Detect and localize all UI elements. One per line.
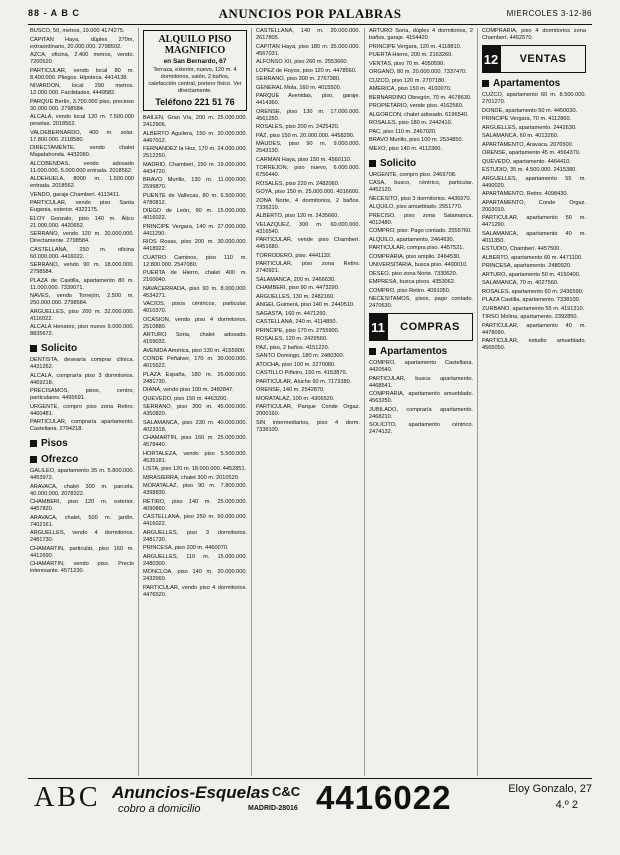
classified-ad: AMERICA, piso 150 m. 4160070. (369, 86, 452, 92)
classified-ad: ARGUELLES, apartamento 55 m. 4490020. (482, 175, 586, 189)
classified-ad: DIANA, vendo piso 100 m. 3482847. (143, 387, 234, 393)
classified-ad: LOPEZ de Hoyos, piso 120 m. 4478560. (256, 67, 357, 74)
footer-address-floor: 4.º 2 (555, 799, 578, 811)
classified-ad: ARGUELLES, 130 m. 2482160. (256, 293, 335, 300)
classified-ad: ORENSE, apartamento 45 m. 4564370. (482, 150, 581, 156)
classified-ad: DENTISTA, desearía comprar clínica. 4431262. (30, 357, 134, 370)
section-heading-label: Apartamentos (493, 78, 561, 89)
classified-ad: PRINCESA, piso 200 m. 4460070. (143, 545, 229, 551)
classified-ad: PARTICULAR, compra piso. 4457521. (369, 245, 464, 251)
classified-ad: FERNANDEZ la Hoz, 170 m. 24.000.000. 2512250. (143, 146, 247, 159)
classified-ad: ARAVACA, chalet 300 m. parcela. 40.000.000. 2078322. (30, 483, 134, 497)
classified-ad: ALCOBENDAS, vendo adosado 11.000.000, 5.000.000 entrada. 2018562. (30, 160, 134, 174)
page-title: ANUNCIOS POR PALABRAS (218, 6, 402, 21)
square-bullet-icon (30, 456, 37, 463)
classified-ad: GALILEO, apartamento 35 m. 5.800.000. 4453972. (30, 468, 134, 481)
promo-address: en San Bernardo, 67 (163, 58, 227, 65)
classified-ad: SERRANO, vendo 90 m. 18.000.000. 2798584. (30, 262, 134, 275)
classified-ad: PRINCIPE Vergara, 140 m. 27.000.000. 4411290. (143, 223, 247, 237)
classified-ad: SALAMANCA, 70 m. 4027560. (482, 280, 559, 286)
classified-ad: CASTELLANA, 240 m. 4114850. (256, 319, 338, 325)
classified-ad: SANTO Domingo, 180 m. 2480300. (256, 353, 345, 359)
classified-ad: COMPRARIA, piso 4 dormitorios zona Chamberí. 4452570. (482, 28, 586, 41)
category-number: 12 (482, 45, 500, 73)
classified-ad: GOYA, piso 150 m. 25.000.000. 4016600. (256, 189, 360, 195)
page-label: 88 - A B C (28, 8, 80, 18)
classified-ad: SOLICITO, apartamento céntrico. 2474132. (369, 422, 473, 435)
classified-ad: MIRASIERRA, chalet 300 m. 2010520. (143, 474, 240, 481)
classified-ad: BRAVO Murillo, 130 m. 11.000.000. 2599870. (143, 177, 247, 190)
footer-phone: 4416022 (316, 779, 452, 816)
section-heading (30, 343, 134, 354)
classified-ad: VENDO, garaje Chamberí. 4113411. (30, 191, 121, 198)
classified-ad: URGENTE, compro piso zona Retiro. 4460481. (30, 403, 134, 417)
classified-ad: VELAZQUEZ, 300 m. 60.000.000. 4316540. (256, 221, 360, 235)
classified-ad: CUZCO, piso 120 m. 2707180. (369, 77, 446, 84)
classified-ad: ESTUDIO, 35 m. 4.500.000. 2415380. (482, 167, 577, 173)
promo-box (143, 30, 247, 111)
classified-ad: ARGUELLES, 110 m. 15.000.000. 2480300. (143, 553, 247, 567)
classified-ad: PRECISAMOS, pisos, centro, particulares. 4495691. (30, 388, 134, 401)
classified-ad: RIOS Rosas, piso 200 m. 30.000.000. 4418922. (143, 239, 247, 252)
classified-ad: PARQUE Avenidas, piso, garaje. 4414360. (256, 93, 360, 106)
classified-ad: COMPRO, apartamento Castellana. 4420540. (369, 360, 473, 373)
classified-ad: ARGUELLES, piso 200 m. 32.000.000. 4116022. (30, 308, 134, 322)
classified-ad: NECESITO, piso 3 dormitorios. 4436970. (369, 195, 472, 202)
column-divider (477, 28, 478, 776)
classified-ad: MORATALAZ, 100 m. 4306520. (256, 395, 335, 402)
promo-phone: Teléfono 221 51 76 (155, 97, 235, 107)
promo-heading: ALQUILO PISO MAGNIFICO (158, 34, 232, 56)
classified-ad: AZCA, oficina, 2.400 metros, vendo. 7200520. (30, 52, 134, 65)
classified-ad: SERRANO, piso 300 m. 2767380. (256, 76, 341, 82)
classified-ad: ATOCHA, piso 100 m. 2270080. (256, 361, 336, 368)
square-bullet-icon (30, 345, 37, 352)
column-divider (251, 28, 252, 776)
classified-ad: MONCLOA, piso 140 m. 20.000.000. 2432660. (143, 569, 247, 582)
classified-ad: VENTAS, piso 70 m. 4050590. (369, 60, 445, 67)
classified-ad: SAGASTA, 160 m. 4471260. (256, 310, 328, 317)
classified-ad: PARTICULAR, Parque Conde Orgaz. 2000160. (256, 404, 360, 417)
classified-ad: ALCALA, vendo local 120 m. 7.500.000 pesetas. 2018562. (30, 114, 134, 127)
classified-ad: NIVARDON, local 290 metros. 12.000.000. Facilidades. 4449582. (30, 83, 134, 96)
classified-ad: PARTICULAR, piso zona Retiro. 2740921. (256, 261, 360, 274)
classified-ad: APARTAMENTO, Aravaca. 2076500. (482, 141, 574, 148)
classified-ad: PARTICULAR, apartamento 40 m. 4478090. (482, 322, 586, 336)
classified-ad: PARTICULAR, busca apartamento. 4468541. (369, 375, 473, 389)
classified-ad: HORTALEZA, vendo piso 5.500.000. 4535181. (143, 450, 247, 464)
classified-ad: PROPIETARIO, vende piso. 4162560. (369, 103, 464, 109)
classified-ad: PARTICULAR, estudio amueblado. 4565050. (482, 338, 586, 351)
classified-ad: COMPRO, piso. Pago contado. 2555760. (369, 228, 472, 234)
classified-ad: URGENTE, compro piso. 2469708. (369, 171, 457, 178)
column-4 (369, 28, 473, 776)
classified-ad: ARTURO Soria, dúplex 4 dormitorios, 2 baños, garaje. 4154420. (369, 28, 473, 41)
classified-ad: CASA, busco, céntrico, particular. 4452120. (369, 180, 473, 193)
classified-ad: PAZ, piso, 2 baños. 4151220. (256, 344, 330, 351)
classified-ad: ARGUELLES, apartamento. 2442630. (482, 124, 577, 131)
classified-ad: CUATRO Caminos, piso 110 m. 12.800.000. 2547080. (143, 254, 247, 268)
classified-ad: CHAMARTIN, particular, piso 160 m. 4412690. (30, 545, 134, 559)
classified-ad: ALGORCON, chalet adosado. 6196540. (369, 111, 469, 118)
footer-subtitle: cobro a domicilio (118, 803, 201, 815)
classified-ad: APARTAMENTO, Retiro. 4098430. (482, 191, 569, 197)
classified-ad: BERNARDINO Obregón, 70 m. 4678630. (369, 94, 472, 101)
classified-ad: ALCALA Henares, piso nuevo 9.000.000. 8835672. (30, 324, 134, 337)
classified-ad: DIRECTAMENTE, vendo chalet Majadahonda. 4432060. (30, 145, 134, 158)
classified-ad: MEXO, piso 140 m. 4112360. (369, 145, 442, 152)
classified-ad: PLAZA Castilla, apartamento. 7338100. (482, 297, 581, 303)
section-heading-label: Ofrezco (41, 454, 79, 465)
classified-ad: QUEVEDO, apartamento. 4464410. (482, 158, 571, 165)
classified-ad: MADRID, Chamberí, 150 m. 19.000.000. 4434720. (143, 161, 247, 175)
classified-ad: COMPRARIA, piso amplio. 2464530. (369, 253, 461, 260)
footer-city: MADRID-28016 (248, 805, 298, 812)
classified-ad: ROSALES, piso 200 m. 2425420. (256, 124, 340, 130)
section-heading (369, 346, 473, 357)
classified-ad: PARTICULAR, vende piso Chamberí. 4451680. (256, 237, 360, 250)
classified-ad: PRINCIPE Vergara, 120 m. 4118810. (369, 43, 462, 50)
classified-ad: PAZ, piso 150 m. 20.000.000. 4458290. (256, 132, 355, 139)
category-label: VENTAS (500, 45, 586, 73)
classified-ad: PARTICULAR, apartamento 50 m. 4471290. (482, 215, 586, 228)
classified-ad: ALBERTO Aguilera, 150 m. 20.000.000. 4467012. (143, 130, 247, 144)
classified-ad: PRINCIPE Vergara, 70 m. 4112860. (482, 116, 572, 122)
section-heading (30, 438, 134, 449)
section-heading (482, 78, 586, 89)
classified-ad: ROSALES, piso 180 m. 2442410. (369, 120, 453, 126)
classified-ad: ORGANO, 80 m. 20.000.000. 7337470. (369, 69, 467, 75)
column-divider (138, 28, 139, 776)
classified-ad: OCASION, vendo piso 4 dormitorios. 2510880. (143, 316, 247, 330)
column-2 (143, 28, 247, 776)
classified-ad: SALAMANCA, piso 230 m. 40.000.000. 4023318. (143, 419, 247, 433)
square-bullet-icon (369, 348, 376, 355)
classified-ad: CAPITAN Haya, dúplex 270m, extraordinario, 20.000.000. 2798502. (30, 36, 134, 50)
classified-ad: AVENIDA América, piso 130 m. 4155900. (143, 347, 246, 354)
category-heading (369, 313, 473, 341)
classified-ad: DONDE, apartamento 50 m. 4450030. (482, 107, 578, 114)
square-bullet-icon (482, 80, 489, 87)
classified-ad: TIRSO Molina, apartamento. 2392850. (482, 314, 579, 320)
classified-ad: ALQUILO, piso amueblado. 2551770. (369, 204, 463, 210)
classified-ad: PUERTA de Hierro, chalet 400 m. 2160040. (143, 270, 247, 283)
classified-ad: ELOY Gonzalo, piso 140 m. Ático 21.000.000. 4420652. (30, 215, 134, 229)
classified-ad: PUERTA Hierro, 200 m. 2163260. (369, 52, 453, 58)
classified-ad: PARTICULAR, compraría apartamento. Castellana. 2794218. (30, 419, 134, 432)
classified-ad: PARTICULAR, Aluche 90 m. 7173380. (256, 378, 352, 385)
classified-ad: ALFONSO XII, piso 260 m. 2553660. (256, 59, 349, 65)
classified-ad: ZONA Norte, 4 dormitorios, 2 baños. 7336210. (256, 197, 360, 211)
classified-ad: ALDEHUELA, 8000 m. 1.500.000 entrada. 2018562. (30, 176, 134, 189)
classified-ad: ESTUDIO, Chamberí. 4457500. (482, 246, 561, 252)
classified-ad: CASTELLANA, piso 250 m. 50.000.000. 4416022. (143, 514, 247, 527)
classified-ad: CAPITAN Haya, piso 180 m. 35.000.000. 4567031. (256, 43, 360, 57)
classified-ad: CUZCO, apartamento 60 m. 8.500.000. 2701270. (482, 92, 586, 105)
classified-ad: NAVES, vendo Torrejón, 2.500 m. 250.000.000. 2798584. (30, 293, 134, 306)
classified-ad: QUEVEDO, piso 150 m. 4463200. (143, 395, 228, 402)
classified-ad: PRINCIPE, piso 170 m. 2755900. (256, 327, 340, 334)
classified-ad: ORENSE, piso 130 m. 17.000.000. 4561250. (256, 108, 360, 122)
cc-brand: C&C (272, 784, 301, 799)
classified-ad: PARQUE Berlín, 3.700.000 piso, precioso 30.000.000. 2798584. (30, 98, 134, 112)
classified-ad: SERRANO, piso 200 m. 45.000.000. 4350820. (143, 404, 247, 417)
section-heading-label: Pisos (41, 438, 68, 449)
classified-ad: VALDEBERNARDO, 400 m. solar. 17.800.000. 2118580. (30, 129, 134, 143)
classified-ad: PARTICULAR, vendo piso 4 dormitorios. 4476520. (143, 584, 247, 598)
section-heading-label: Solicito (41, 343, 78, 354)
category-label: COMPRAS (387, 313, 473, 341)
classified-ad: ARGUELLES, piso 3 dormitorios. 2481730. (143, 529, 247, 543)
classified-ad: CHAMBERI, piso 120 m. exterior. 4457820. (30, 499, 134, 512)
column-1 (30, 28, 134, 776)
classified-ad: CONDE Peñalver, 170 m. 30.000.000. 4015522. (143, 356, 247, 369)
classified-ad: SERRANO, vendo 120 m. 20.000.000. Directamente. 2798584. (30, 231, 134, 244)
classified-ad: ARGUELLES, vendo 4 dormitorios. 2481730. (30, 530, 134, 543)
classified-ad: COMPRARIA, apartamento amueblado. 4563250. (369, 391, 473, 404)
classified-ad: APARTAMENTO, Conde Orgaz. 2003010. (482, 199, 586, 213)
classified-ad: TORREJON, piso nuevo, 6.000.000. 6756440. (256, 165, 360, 178)
classified-ad: TORRODERO, piso. 4441132. (256, 252, 332, 259)
classified-ad: SALAMANCA, 60 m. 4013260. (482, 133, 559, 139)
classified-ad: MAUDES, piso 90 m. 9.000.000. 2543130. (256, 141, 360, 154)
section-heading-label: Apartamentos (380, 346, 448, 357)
classified-ad: CHAMBERI, piso 90 m. 4473290. (256, 285, 340, 291)
square-bullet-icon (369, 160, 376, 167)
classified-ad: ALQUILO, apartamento. 2464630. (369, 236, 455, 243)
classified-ad: ROSALES, apartamento 60 m. 2436590. (482, 288, 584, 295)
classified-ad: LISTA, piso 120 m. 18.000.000. 4452851. (143, 466, 247, 472)
classified-ad: CHAMARTIN, piso 160 m. 25.000.000. 4578440. (143, 435, 247, 448)
section-heading-label: Solicito (380, 157, 417, 169)
promo-body: Terraza, exterior, nuevo, 120 m. 4 dormitorios, salón, 2 baños, calefacción central, portero físico. Ver directamente. (148, 67, 242, 94)
classified-ad: SALAMANCA, apartamento 40 m. 4011350. (482, 230, 586, 244)
classified-ad: NAVACERRADA, piso 90 m. 8.000.000. 4534271. (143, 285, 247, 299)
category-heading (482, 45, 586, 73)
column-divider (364, 28, 365, 776)
square-bullet-icon (30, 440, 37, 447)
classified-ad: ZURBANO, apartamento 55 m. 4191310. (482, 305, 585, 312)
classified-ad: JUBILADO, compraría apartamento. 2468210. (369, 406, 473, 420)
classified-ad: DESEO, piso zona Norte. 7330620. (369, 270, 458, 277)
classified-ad: ALBERTO, apartamento 60 m. 4471100. (482, 254, 583, 261)
classified-ad: NECESITAMOS, pisos, pago contado. 2470630. (369, 296, 473, 309)
classified-ad: GENERAL Mola, 160 m. 4015500. (256, 84, 342, 91)
classified-ad: ANGEL Guimerá, piso 140 m. 2440510. (256, 302, 355, 308)
classified-ad: ARTURO Soria, chalet adosado. 4159032. (143, 332, 247, 345)
classified-ad: CASTELLANA, 250 m. oficina 60.000.000. 4416022. (30, 246, 134, 260)
classified-ad: CARMAN Haya, piso 150 m. 4560110. (256, 156, 352, 163)
section-heading (369, 158, 473, 169)
column-5 (482, 28, 586, 776)
classified-columns (30, 28, 590, 776)
classified-ad: PAC, piso 110 m. 2467020. (369, 128, 437, 135)
category-number: 11 (369, 313, 387, 341)
classified-ad: UNIVERSITARIA, busca piso. 4490010. (369, 262, 468, 268)
classified-ad: CASTILLO Piñeiro, 150 m. 4153870. (256, 370, 348, 376)
classified-ad: PLAZA España, 180 m. 26.000.000. 2481730. (143, 371, 247, 385)
classified-ad: ORENSE, 140 m. 2542870. (256, 387, 325, 393)
classified-ad: ARTURO, apartamento 50 m. 4150400. (482, 271, 581, 278)
footer-title: Anuncios-Esquelas (112, 783, 270, 802)
classified-ad: BRAVO Murillo, piso 100 m. 2534850. (369, 137, 464, 143)
footer-banner (28, 778, 592, 817)
classified-ad: ROSALES, piso 220 m. 2482060. (256, 180, 340, 187)
classified-ad: CHAMARTIN, vendo piso. Precio interesante. 4571230. (30, 561, 134, 574)
classified-ad: ALBERTO, piso 120 m. 2435660. (256, 213, 339, 219)
classified-ad: SALAMANCA, 200 m. 2466630. (256, 276, 336, 283)
classified-ad: RETIRO, piso 140 m. 25.000.000. 4090860. (143, 498, 247, 512)
classified-ad: SIN intermediarios, piso 4 dorm. 7338100. (256, 419, 360, 433)
classified-ad: EMPRESA, busca pisos. 4353062. (369, 279, 456, 285)
classified-ad: PLAZA de Castilla, apartamento 80 m. 11.000.000. 7339071. (30, 277, 134, 291)
footer-address: Eloy Gonzalo, 27 (508, 783, 592, 795)
classified-ad: COMPRO, piso Retiro. 4091050. (369, 287, 451, 294)
classified-ad: ALCALA, compraría piso 3 dormitorios. 4469218. (30, 372, 134, 386)
classified-ad: PARTICULAR, vendo piso Santa Eugenia, exterior. 4322175. (30, 200, 134, 213)
classified-ad: PARTICULAR, vendo local 80 m. 8.400.000. Pliegos. Hipoteca. 4414138. (30, 67, 134, 81)
classified-ad: BUSCO, 50, metros, 19.000 4174275. (30, 28, 125, 34)
classified-ad: MORATALAZ, piso 90 m. 7.800.000. 4398830. (143, 483, 247, 496)
classified-ad: BAILEN, Gran Vía, 200 m. 25.000.000. 2412906. (143, 115, 247, 128)
classified-ad: VACIOS, pisos céntricos, particular. 4010370. (143, 301, 247, 314)
classified-ad: PUENTE de Vallecas, 80 m. 6.500.000. 4780812. (143, 192, 247, 206)
page-date: MIERCOLES 3-12-86 (506, 9, 592, 18)
classified-ad: ROSALES, 120 m. 2429560. (256, 336, 328, 342)
abc-logo: ABC (34, 782, 101, 813)
column-3 (256, 28, 360, 776)
classified-ad: DIEGO de León, 90 m. 15.000.000. 4016022. (143, 208, 247, 221)
classified-ad: PRECISO, piso zona Salamanca. 4012480. (369, 212, 473, 226)
page-header (28, 6, 592, 25)
classified-ad: ARAVACA, chalet, 500 m. jardín. 7402161. (30, 514, 134, 528)
classified-ad: CASTELLANA, 140 m. 20.000.000. 2617805. (256, 28, 360, 41)
classified-ad: PRINCESA, apartamento. 2480920. (482, 263, 572, 269)
section-heading (30, 454, 134, 465)
